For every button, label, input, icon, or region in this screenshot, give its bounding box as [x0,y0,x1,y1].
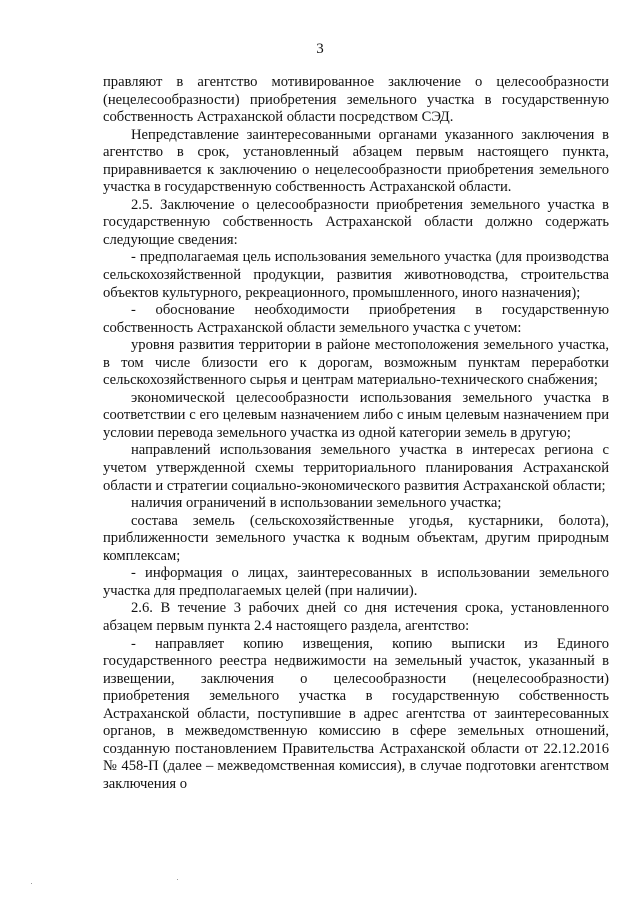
list-item: - предполагаемая цель использования земельного участка (для производства сельскохозяйственной продукции, развития животноводства, строительства объектов культурного, рекреационного, промышленного, иного назначения); [103,249,609,301]
section-2-6-paragraph: 2.6. В течение 3 рабочих дней со дня истечения срока, установленного абзацем первым пункта 2.4 настоящего раздела, агентство: [103,600,609,634]
sub-item: состава земель (сельскохозяйственные угодья, кустарники, болота), приближенности земельного участка к водным объектам, другим природным комплексам; [103,512,609,564]
sub-item: экономической целесообразности использования земельного участка в соответствии с его целевым назначением либо с иным целевым назначением при условии перевода земельного участка из одной категории земель в другую; [103,389,609,441]
sub-item: наличия ограничений в использовании земельного участка; [131,495,502,512]
sub-item: направлений использования земельного участка в интересах региона с учетом утвержденной схемы территориального планирования Астраханской области и стратегии социально-экономического развития Астраханской области; [103,442,609,494]
scan-speck [177,879,178,880]
page-number: 3 [316,41,324,57]
paragraph: Непредставление заинтересованными органами указанного заключения в агентство в срок, установленный абзацем первым настоящего пункта, приравнивается к заключению о нецелесообразности приобретения земельного участка в государственную собственность Астраханской области. [103,126,609,196]
paragraph: правляют в агентство мотивированное заключение о целесообразности (нецелесообразности) приобретения земельного участка в государственную собственность Астраханской области посредством СЭД. [103,74,609,126]
list-item: - информация о лицах, заинтересованных в использовании земельного участка для предполагаемых целей (при наличии). [103,565,609,599]
scan-speck [31,883,32,884]
sub-item: уровня развития территории в районе местоположения земельного участка, в том числе близости его к дорогам, возможным пунктам переработки сельскохозяйственного сырья и центрам материально-технического снабжения; [103,337,609,389]
list-item: - обоснование необходимости приобретения в государственную собственность Астраханской области земельного участка с учетом: [103,302,609,336]
section-2-5-paragraph: 2.5. Заключение о целесообразности приобретения земельного участка в государственную собственность Астраханской области должно содержать следующие сведения: [103,196,609,248]
list-item: - направляет копию извещения, копию выписки из Единого государственного реестра недвижимости на земельный участок, указанный в извещении, заключения о целесообразности (нецелесообразности) приобретения земельного участка в государственную собственность Астраханской области, поступившие в адрес агентства от заинтересованных органов, в межведомственную комиссию в сфере земельных отношений, созданную постановлением Правительства Астраханской области от 22.12.2016 № 458-П (далее – межведомственная комиссия), в случае подготовки агентством заключения о [103,635,609,792]
document-body [103,74,609,793]
